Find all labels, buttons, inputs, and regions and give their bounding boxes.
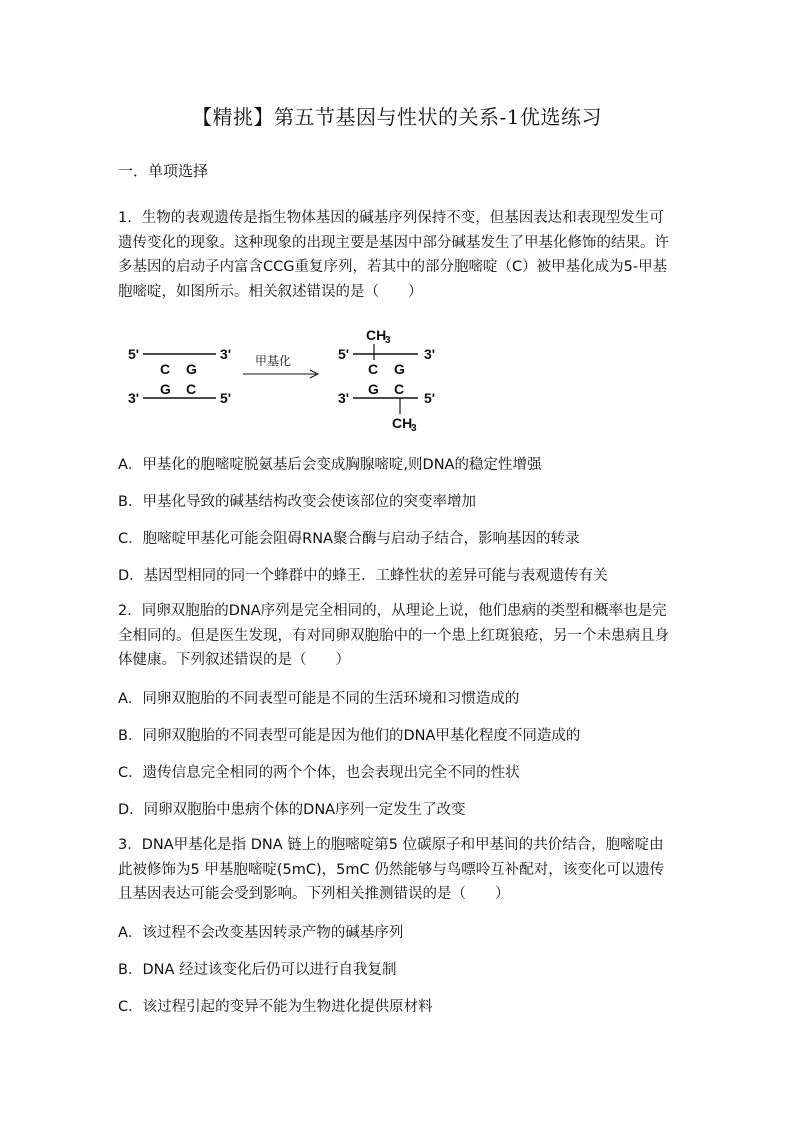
methyl-subscript: 3 — [411, 423, 417, 434]
question-1-option-b: B．甲基化导致的碱基结构改变会使该部位的突变率增加 — [118, 494, 476, 510]
methylation-diagram — [118, 322, 448, 438]
question-3-option-a: A．该过程不会改变基因转录产物的碱基序列 — [118, 925, 404, 941]
label-5prime: 5' — [128, 346, 140, 362]
question-1-stem: 1．生物的表观遗传是指生物体基因的碱基序列保持不变，但基因表达和表现型发生可遗传变化的现象。这种现象的出现主要是基因中部分碱基发生了甲基化修饰的结果。许多基因的启动子内富含CCG重复序列，若其中的部分胞嘧啶（C）被甲基化成为5-甲基胞嘧啶，如图所示。相关叙述错误的是（ ） — [118, 210, 669, 300]
base-c: C — [160, 361, 171, 377]
question-1-option-c: C．胞嘧啶甲基化可能会阻碍RNA聚合酶与启动子结合，影响基因的转录 — [118, 531, 580, 547]
label-3prime: 3' — [220, 346, 232, 362]
label-3prime: 3' — [338, 390, 350, 406]
label-3prime: 3' — [128, 390, 140, 406]
base-g: G — [394, 361, 405, 377]
base-g: G — [186, 361, 197, 377]
base-g: G — [160, 381, 171, 397]
page-title: 【精挑】第五节基因与性状的关系-1优选练习 — [192, 105, 602, 129]
label-5prime: 5' — [424, 390, 436, 406]
question-1-option-d: D．基因型相同的同一个蜂群中的蜂王．工蜂性状的差异可能与表观遗传有关 — [118, 568, 608, 584]
label-5prime: 5' — [220, 390, 232, 406]
question-3-option-c: C．该过程引起的变异不能为生物进化提供原材料 — [118, 999, 433, 1015]
base-g: G — [368, 381, 379, 397]
question-2-stem: 2．同卵双胞胎的DNA序列是完全相同的，从理论上说，他们患病的类型和概率也是完全相同的。但是医生发现，有对同卵双胞胎中的一个患上红斑狼疮，另一个未患病且身体健康。下列叙述错误的是（ ） — [118, 603, 669, 668]
label-5prime: 5' — [338, 346, 350, 362]
base-c: C — [186, 381, 197, 397]
question-2-option-b: B．同卵双胞胎的不同表型可能是因为他们的DNA甲基化程度不同造成的 — [118, 728, 581, 744]
methyl-group-top: CH — [366, 327, 387, 343]
base-c: C — [394, 381, 405, 397]
question-2-option-c: C．遗传信息完全相同的两个个体，也会表现出完全不同的性状 — [118, 765, 520, 781]
question-3-stem: 3．DNA甲基化是指 DNA 链上的胞嘧啶第5 位碳原子和甲基间的共价结合，胞嘧啶由此被修饰为5 甲基胞嘧啶(5mC)，5mC 仍然能够与鸟嘌呤互补配对，该变化可以遗传且基因表达可能会受到影响。下列相关推测错误的是（ ） — [118, 837, 665, 902]
label-3prime: 3' — [424, 346, 436, 362]
section-heading: 一．单项选择 — [118, 162, 209, 180]
arrow-label: 甲基化 — [255, 354, 292, 368]
question-2-option-d: D．同卵双胞胎中患病个体的DNA序列一定发生了改变 — [118, 802, 466, 818]
question-2-option-a: A．同卵双胞胎的不同表型可能是不同的生活环境和习惯造成的 — [118, 691, 520, 707]
methyl-group-bottom: CH — [392, 415, 413, 431]
question-1-option-a: A．甲基化的胞嘧啶脱氨基后会变成胸腺嘧啶,则DNA的稳定性增强 — [118, 457, 542, 473]
base-c: C — [368, 361, 379, 377]
methyl-subscript: 3 — [385, 335, 391, 346]
question-3-option-b: B．DNA 经过该变化后仍可以进行自我复制 — [118, 962, 397, 978]
